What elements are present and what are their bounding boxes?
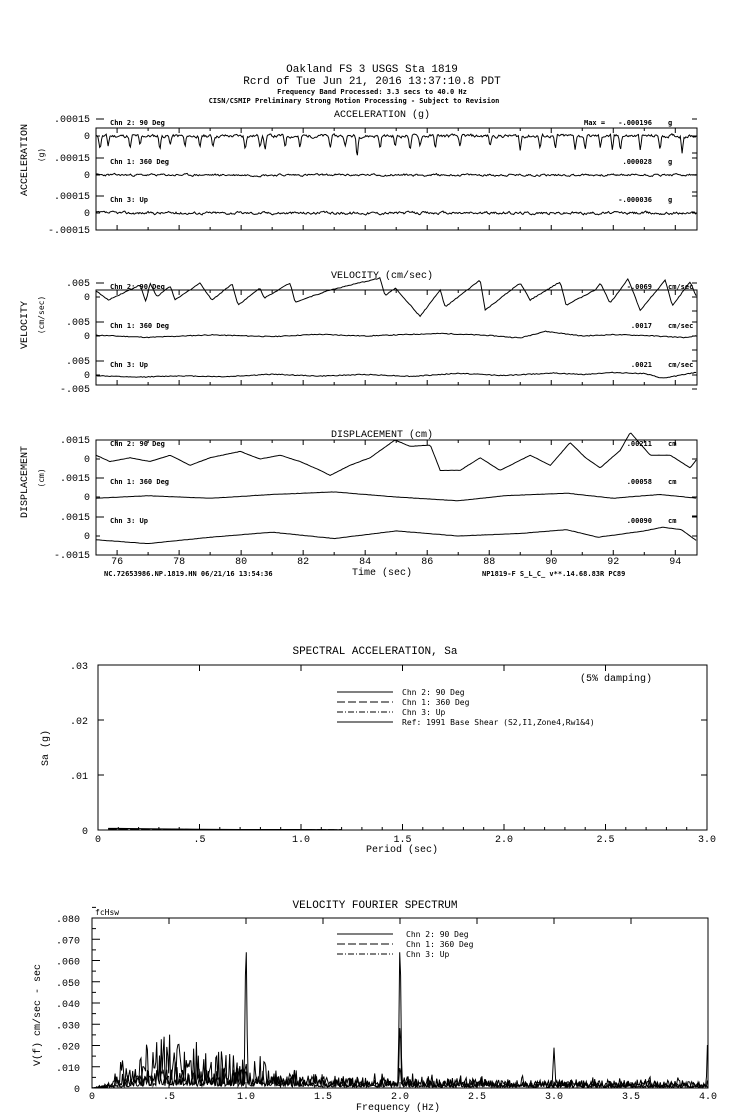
sa-xtick-label: 1.0 <box>291 835 311 846</box>
fourier-ytick-label: .050 <box>55 978 80 990</box>
fourier-xtick-label: 2.5 <box>467 1092 487 1103</box>
acceleration-plot-frame <box>96 128 697 230</box>
sa-xtick-label: 2.0 <box>494 835 514 846</box>
sa-title: SPECTRAL ACCELERATION, Sa <box>292 646 458 658</box>
acceleration-ytick-label: .00015 <box>53 115 90 126</box>
fourier-xlabel: Frequency (Hz) <box>355 1103 441 1114</box>
velocity-plot-frame <box>96 290 697 385</box>
velocity-peak-unit: cm/sec <box>668 322 694 330</box>
displacement-peak-unit: cm <box>668 517 677 525</box>
time-axis-label: Time (sec) <box>351 568 413 579</box>
acceleration-ylabel: ACCELERATION <box>20 123 31 197</box>
displacement-peak-value: .00090 <box>626 517 652 525</box>
sa-legend-label: Chn 2: 90 Deg <box>402 688 465 697</box>
velocity-ytick-label: 0 <box>83 332 90 343</box>
frequency-band: Frequency Band Processed: 3.3 secs to 40.0 Hz <box>277 88 467 96</box>
sa-xtick-label: 1.5 <box>393 835 412 846</box>
time-tick-label: 92 <box>607 557 620 568</box>
time-tick-label: 94 <box>669 557 682 568</box>
sa-legend-label: Ref: 1991 Base Shear (S2,I1,Zone4,Rw1&4) <box>402 718 595 727</box>
time-tick-label: 86 <box>421 557 434 568</box>
displacement-peak-value: .00211 <box>626 440 652 448</box>
fourier-legend-label: Chn 3: Up <box>406 950 450 959</box>
fourier-legend-label: Chn 2: 90 Deg <box>406 930 469 939</box>
fourier-title: VELOCITY FOURIER SPECTRUM <box>292 900 458 912</box>
sa-legend-label: Chn 1: 360 Deg <box>402 698 470 707</box>
fourier-ytick-label: .030 <box>55 1021 80 1033</box>
velocity-peak-value: -.0069 <box>626 283 652 291</box>
fourier-xtick-label: .5 <box>162 1092 176 1103</box>
displacement-title: DISPLACEMENT (cm) <box>330 430 434 441</box>
sa-ytick-label: .02 <box>69 717 88 728</box>
displacement-peak-unit: cm <box>668 440 677 448</box>
fourier-ytick-label: .010 <box>55 1063 80 1075</box>
velocity-ytick-label: -.005 <box>59 385 90 396</box>
displacement-ytick-label: -.0015 <box>53 551 90 562</box>
time-tick-label: 82 <box>297 557 310 568</box>
velocity-peak-value: .0017 <box>630 322 652 330</box>
velocity-trace-chn3 <box>96 372 696 378</box>
sa-xtick-label: 0 <box>94 835 102 846</box>
fourier-xtick-label: 1.5 <box>313 1092 333 1103</box>
sa-xtick-label: .5 <box>193 835 206 846</box>
acceleration-ytick-label: 0 <box>83 171 90 182</box>
acceleration-channel-label: Chn 2: 90 Deg <box>110 119 165 127</box>
displacement-channel-label: Chn 3: Up <box>110 517 148 525</box>
fourier-ylabel: V(f) cm/sec - sec <box>33 963 44 1067</box>
acceleration-title: ACCELERATION (g) <box>333 110 431 121</box>
time-tick-label: 76 <box>111 557 124 568</box>
fourier-xtick-label: 1.0 <box>236 1092 256 1103</box>
time-tick-label: 80 <box>235 557 248 568</box>
fourier-ytick-label: .080 <box>55 915 80 926</box>
displacement-ytick-label: 0 <box>83 455 90 466</box>
sa-xtick-label: 3.0 <box>697 835 717 846</box>
acceleration-peak-unit: g <box>668 119 673 127</box>
fourier-ytick-label: 0 <box>73 1085 80 1096</box>
processing-id-footer: NP1819-F S_L_C_ v**.14.68.83R PC89 <box>482 570 626 578</box>
displacement-trace-chn1 <box>96 492 696 501</box>
velocity-yunit: (cm/sec) <box>37 295 46 335</box>
velocity-ytick-label: .005 <box>65 279 90 290</box>
time-tick-label: 88 <box>483 557 496 568</box>
fourier-ytick-label: .070 <box>55 936 80 948</box>
fourier-xtick-label: 3.5 <box>621 1092 641 1103</box>
fourier-xtick-label: 3.0 <box>544 1092 564 1103</box>
sa-xtick-label: 2.5 <box>596 835 615 846</box>
fourier-ytick-label: .060 <box>55 957 80 969</box>
velocity-ytick-label: 0 <box>83 293 90 304</box>
velocity-peak-value: .0021 <box>630 361 652 369</box>
acceleration-ytick-label: 0 <box>83 209 90 220</box>
fourier-xtick-label: 2.0 <box>390 1092 410 1103</box>
time-tick-label: 84 <box>359 557 372 568</box>
sa-legend-label: Chn 3: Up <box>402 708 446 717</box>
fourier-corner-label: fcHsw <box>95 908 120 917</box>
displacement-ytick-label: 0 <box>83 493 90 504</box>
velocity-trace-chn2 <box>96 278 696 317</box>
acceleration-max-label: Max = <box>584 119 606 127</box>
fourier-series-line <box>92 952 707 1088</box>
velocity-peak-unit: cm/sec <box>668 283 694 291</box>
velocity-channel-label: Chn 1: 360 Deg <box>110 322 170 330</box>
velocity-title: VELOCITY (cm/sec) <box>330 271 434 282</box>
acceleration-peak-value: -.000196 <box>618 119 652 127</box>
station-title: Oakland FS 3 USGS Sta 1819 <box>286 64 458 76</box>
fourier-xtick-label: 4.0 <box>698 1092 718 1103</box>
acceleration-ytick-label: -.00015 <box>47 226 90 237</box>
displacement-ytick-label: 0 <box>83 532 90 543</box>
displacement-ylabel: DISPLACEMENT <box>20 445 31 519</box>
acceleration-peak-value: .000028 <box>622 158 652 166</box>
record-id-footer: NC.72653986.NP.1819.HN 06/21/16 13:54:36 <box>104 570 273 578</box>
velocity-trace-chn1 <box>96 331 696 338</box>
displacement-peak-value: .00058 <box>626 478 652 486</box>
displacement-trace-chn3 <box>96 527 696 543</box>
displacement-channel-label: Chn 2: 90 Deg <box>110 440 165 448</box>
fourier-legend-label: Chn 1: 360 Deg <box>406 940 474 949</box>
velocity-channel-label: Chn 2: 90 Deg <box>110 283 165 291</box>
velocity-ytick-label: .005 <box>65 318 90 329</box>
velocity-peak-unit: cm/sec <box>668 361 694 369</box>
acceleration-channel-label: Chn 1: 360 Deg <box>110 158 170 166</box>
acceleration-ytick-label: .00015 <box>53 154 90 165</box>
acceleration-trace-chn1 <box>96 173 696 176</box>
sa-ytick-label: .03 <box>69 662 88 673</box>
displacement-channel-label: Chn 1: 360 Deg <box>110 478 170 486</box>
sa-ytick-label: 0 <box>81 827 88 838</box>
acceleration-ytick-label: .00015 <box>53 192 90 203</box>
record-time: Rcrd of Tue Jun 21, 2016 13:37:10.8 PDT <box>243 76 501 88</box>
acceleration-yunit: (g) <box>37 147 46 163</box>
displacement-peak-unit: cm <box>668 478 677 486</box>
acceleration-peak-unit: g <box>668 158 673 166</box>
acceleration-trace-chn2 <box>96 134 696 155</box>
processing-note: CISN/CSMIP Preliminary Strong Motion Processing - Subject to Revision <box>208 97 500 105</box>
time-tick-label: 90 <box>545 557 558 568</box>
velocity-ylabel: VELOCITY <box>20 300 31 350</box>
acceleration-channel-label: Chn 3: Up <box>110 196 148 204</box>
sa-ylabel: Sa (g) <box>41 729 52 767</box>
time-tick-label: 78 <box>173 557 186 568</box>
sa-ytick-label: .01 <box>69 772 88 783</box>
displacement-yunit: (cm) <box>37 468 46 488</box>
acceleration-ytick-label: 0 <box>83 132 90 143</box>
fourier-ytick-label: .020 <box>55 1042 80 1054</box>
velocity-ytick-label: 0 <box>83 371 90 382</box>
fourier-xtick-label: 0 <box>88 1092 96 1103</box>
acceleration-trace-chn3 <box>96 211 696 215</box>
displacement-ytick-label: .0015 <box>59 474 90 485</box>
velocity-ytick-label: .005 <box>65 357 90 368</box>
displacement-ytick-label: .0015 <box>59 436 90 447</box>
acceleration-peak-value: -.000036 <box>618 196 652 204</box>
velocity-channel-label: Chn 3: Up <box>110 361 148 369</box>
sa-damping-note: (5% damping) <box>580 674 653 685</box>
displacement-ytick-label: .0015 <box>59 513 90 524</box>
acceleration-peak-unit: g <box>668 196 673 204</box>
sa-xlabel: Period (sec) <box>365 845 439 856</box>
fourier-ytick-label: .040 <box>55 1000 80 1011</box>
